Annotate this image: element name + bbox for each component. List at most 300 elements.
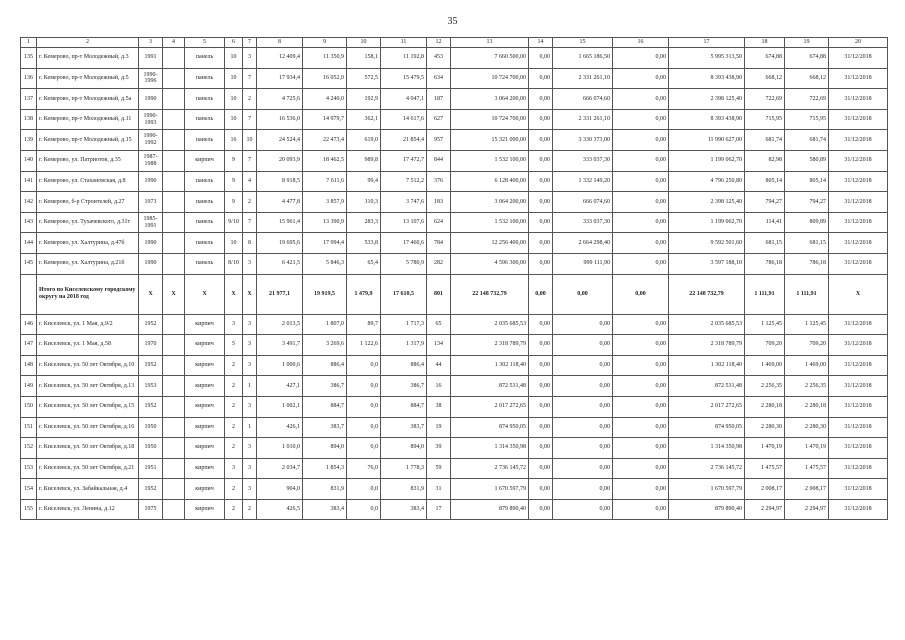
table-cell: 709,20 [785, 335, 829, 356]
table-cell: 152 [21, 438, 37, 459]
table-cell: 715,95 [785, 109, 829, 130]
table-cell: 3 330 373,00 [553, 130, 613, 151]
table-cell: 31/12/2018 [829, 89, 888, 110]
column-number-cell: 5 [185, 38, 225, 48]
table-cell: 148 [21, 355, 37, 376]
table-cell: 2 280,18 [745, 396, 785, 417]
table-cell: панель [185, 68, 225, 89]
table-cell: 7 [243, 212, 257, 233]
address-cell: г. Киселевск, ул. Забайкальная, д.4 [37, 479, 139, 500]
table-cell: 31/12/2018 [829, 335, 888, 356]
table-cell: 0,00 [613, 89, 669, 110]
table-cell: 4 477,8 [257, 192, 303, 213]
table-cell: 0,0 [347, 376, 381, 397]
table-cell: 0,00 [553, 417, 613, 438]
table-row [21, 150, 888, 171]
table-cell: 709,20 [745, 335, 785, 356]
table-cell: 681,74 [745, 130, 785, 151]
table-cell: 0,00 [529, 458, 553, 479]
table-cell: 2 035 685,53 [451, 314, 529, 335]
address-cell: г. Киселевск, ул. 50 лет Октября, д.15 [37, 396, 139, 417]
table-cell: 114,41 [745, 212, 785, 233]
table-cell: 3 [243, 458, 257, 479]
table-cell: 805,14 [785, 171, 829, 192]
table-cell: 0,00 [529, 376, 553, 397]
table-cell: 619,0 [347, 130, 381, 151]
table-cell: 10 724 700,00 [451, 68, 529, 89]
table-cell: 1 532 100,00 [451, 150, 529, 171]
table-cell: 0,00 [613, 417, 669, 438]
table-cell: 6 128 400,00 [451, 171, 529, 192]
table-cell: панель [185, 253, 225, 274]
table-cell: 151 [21, 417, 37, 438]
table-cell: 11 990 627,00 [669, 130, 745, 151]
table-cell: 362,1 [347, 109, 381, 130]
table-cell: 9 [225, 150, 243, 171]
table-cell: 1 [243, 417, 257, 438]
table-cell [21, 274, 37, 314]
table-cell: 3 [243, 253, 257, 274]
housing-registry-table [20, 37, 888, 520]
table-cell: 1 670 597,79 [669, 479, 745, 500]
table-cell: 0,0 [347, 396, 381, 417]
address-cell: г. Кемерово, пр-т Молодежный, д.5 [37, 68, 139, 89]
table-cell: 383,7 [303, 417, 347, 438]
table-cell: 31/12/2018 [829, 68, 888, 89]
table-cell [163, 355, 185, 376]
table-cell: 809,89 [785, 212, 829, 233]
table-cell: X [225, 274, 243, 314]
table-cell: 1975 [139, 499, 163, 520]
table-cell: 1990 [139, 233, 163, 254]
table-cell: 137 [21, 89, 37, 110]
table-cell: 2 [225, 396, 243, 417]
table-cell: 0,00 [553, 376, 613, 397]
table-cell: 0,00 [529, 130, 553, 151]
table-row [21, 253, 888, 274]
table-cell: 147 [21, 335, 37, 356]
table-cell: 82,98 [745, 150, 785, 171]
column-number-cell: 4 [163, 38, 185, 48]
table-cell: кирпич [185, 417, 225, 438]
table-cell: 15 479,5 [381, 68, 427, 89]
table-body [21, 38, 888, 520]
table-cell: 39 [427, 438, 451, 459]
table-cell: 0,00 [613, 499, 669, 520]
table-cell: 0,00 [529, 68, 553, 89]
table-cell [163, 171, 185, 192]
table-cell: 874 950,05 [669, 417, 745, 438]
table-cell: 0,00 [529, 171, 553, 192]
table-cell: кирпич [185, 335, 225, 356]
table-cell: 149 [21, 376, 37, 397]
table-cell: X [139, 274, 163, 314]
table-row [21, 458, 888, 479]
address-cell: г. Кемерово, пр-т Молодежный, д.5а [37, 89, 139, 110]
table-cell: 2 [225, 499, 243, 520]
table-cell: 10 [225, 233, 243, 254]
table-cell [163, 479, 185, 500]
table-cell: 1 125,45 [745, 314, 785, 335]
table-cell: 154 [21, 479, 37, 500]
table-cell: 24 524,4 [257, 130, 303, 151]
table-cell: 31/12/2018 [829, 150, 888, 171]
table-cell [163, 109, 185, 130]
table-cell: 14 979,7 [303, 109, 347, 130]
table-cell: 2 318 789,79 [669, 335, 745, 356]
table-cell: 15 321 000,00 [451, 130, 529, 151]
table-cell: 0,0 [347, 438, 381, 459]
column-number-cell: 8 [257, 38, 303, 48]
column-number-cell: 17 [669, 38, 745, 48]
table-cell: 1 717,3 [381, 314, 427, 335]
table-cell: 1990-1992 [139, 130, 163, 151]
table-cell: 31/12/2018 [829, 396, 888, 417]
table-cell: 11 350,9 [303, 48, 347, 69]
table-cell: кирпич [185, 499, 225, 520]
table-cell: 135 [21, 48, 37, 69]
table-cell: 17 610,5 [381, 274, 427, 314]
table-cell: 11 192,8 [381, 48, 427, 69]
table-cell: 0,00 [613, 109, 669, 130]
table-cell: 0,00 [529, 150, 553, 171]
table-cell: 187 [427, 89, 451, 110]
table-cell: 2 280,30 [745, 417, 785, 438]
table-cell: 1 111,91 [745, 274, 785, 314]
table-cell: 0,00 [553, 355, 613, 376]
table-cell: 681,74 [785, 130, 829, 151]
table-cell: 2 294,97 [745, 499, 785, 520]
table-cell: 0,00 [613, 396, 669, 417]
table-cell: 0,00 [613, 212, 669, 233]
table-cell: 1 122,6 [347, 335, 381, 356]
address-cell: г. Кемерово, пр-т Молодежный, д.11 [37, 109, 139, 130]
table-row [21, 314, 888, 335]
table-cell: 4 240,0 [303, 89, 347, 110]
table-cell: 1950 [139, 417, 163, 438]
table-cell: 142 [21, 192, 37, 213]
table-cell: 894,0 [303, 438, 347, 459]
table-cell: 3 [243, 396, 257, 417]
table-cell: 31/12/2018 [829, 499, 888, 520]
table-cell: 1 000,6 [257, 355, 303, 376]
table-cell: 192,9 [347, 89, 381, 110]
table-cell: 0,00 [553, 314, 613, 335]
table-cell: 3 064 200,00 [451, 89, 529, 110]
table-cell: кирпич [185, 376, 225, 397]
table-cell: 722,69 [745, 89, 785, 110]
table-row [21, 89, 888, 110]
table-cell: 9 [225, 192, 243, 213]
table-cell: 1990-1993 [139, 109, 163, 130]
table-cell: 1952 [139, 355, 163, 376]
table-cell: 2 331 261,10 [553, 109, 613, 130]
table-cell [163, 335, 185, 356]
table-cell: 3 269,6 [303, 335, 347, 356]
table-cell: 874 950,05 [451, 417, 529, 438]
table-cell: 1970 [139, 335, 163, 356]
table-cell: 17 [427, 499, 451, 520]
table-row [21, 171, 888, 192]
table-row [21, 130, 888, 151]
table-cell: 3 747,6 [381, 192, 427, 213]
table-cell: 10 [243, 130, 257, 151]
table-cell: X [163, 274, 185, 314]
table-cell: 426,1 [257, 417, 303, 438]
table-cell: кирпич [185, 479, 225, 500]
table-cell: 1 470,19 [785, 438, 829, 459]
table-cell: 139 [21, 130, 37, 151]
table-cell: 3 [243, 479, 257, 500]
table-cell: 140 [21, 150, 37, 171]
table-cell: 8 393 438,90 [669, 109, 745, 130]
table-cell: 1 125,45 [785, 314, 829, 335]
table-cell: 0,0 [347, 499, 381, 520]
table-cell: 0,00 [529, 109, 553, 130]
table-cell: 831,9 [381, 479, 427, 500]
table-cell: 0,00 [613, 171, 669, 192]
table-cell: 572,5 [347, 68, 381, 89]
table-cell: 627 [427, 109, 451, 130]
table-cell: 7 660 500,00 [451, 48, 529, 69]
table-cell: 65,4 [347, 253, 381, 274]
table-cell: 0,00 [613, 68, 669, 89]
table-cell: X [829, 274, 888, 314]
table-cell: 146 [21, 314, 37, 335]
table-cell: 2 [225, 376, 243, 397]
table-cell: 1950 [139, 438, 163, 459]
table-cell: 44 [427, 355, 451, 376]
table-cell: 386,7 [303, 376, 347, 397]
table-cell: 282 [427, 253, 451, 274]
table-cell: 19 919,5 [303, 274, 347, 314]
table-cell [163, 192, 185, 213]
table-row [21, 233, 888, 254]
table-cell: 1990 [139, 253, 163, 274]
table-cell: 1 475,57 [785, 458, 829, 479]
table-row [21, 355, 888, 376]
table-cell: 0,00 [529, 253, 553, 274]
table-cell: 16 052,0 [303, 68, 347, 89]
table-cell: 1 778,3 [381, 458, 427, 479]
table-cell: 624 [427, 212, 451, 233]
table-cell: 722,69 [785, 89, 829, 110]
table-cell: 3 [225, 314, 243, 335]
table-cell: 805,14 [745, 171, 785, 192]
table-cell: 1 317,9 [381, 335, 427, 356]
table-cell [163, 68, 185, 89]
table-cell: 1 302 118,40 [669, 355, 745, 376]
table-cell: 383,4 [381, 499, 427, 520]
table-cell [163, 130, 185, 151]
column-number-cell: 11 [381, 38, 427, 48]
table-cell: кирпич [185, 355, 225, 376]
table-cell: 17 934,4 [257, 68, 303, 89]
table-cell: 872 531,48 [669, 376, 745, 397]
table-cell: 0,00 [553, 396, 613, 417]
table-cell: 31/12/2018 [829, 458, 888, 479]
table-cell: 7 [243, 109, 257, 130]
table-cell: 904,0 [257, 479, 303, 500]
table-cell: 383,7 [381, 417, 427, 438]
table-cell: 10 [225, 109, 243, 130]
table-cell: 31/12/2018 [829, 438, 888, 459]
address-cell: г. Кемерово, б-р Строителей, д.27 [37, 192, 139, 213]
address-cell: г. Киселевск, ул. 50 лет Октября, д.18 [37, 438, 139, 459]
table-cell: 17 472,7 [381, 150, 427, 171]
table-cell: 1990-1996 [139, 68, 163, 89]
table-cell: 580,89 [785, 150, 829, 171]
table-cell: 1 199 062,70 [669, 212, 745, 233]
table-cell: панель [185, 212, 225, 233]
table-cell: 801 [427, 274, 451, 314]
table-cell: 1 807,0 [303, 314, 347, 335]
table-cell: 59 [427, 458, 451, 479]
table-cell: 1953 [139, 376, 163, 397]
table-cell: 1 [243, 376, 257, 397]
table-cell: 150 [21, 396, 37, 417]
table-cell: 0,00 [613, 376, 669, 397]
table-cell: 14 617,6 [381, 109, 427, 130]
table-cell: 1 665 186,50 [553, 48, 613, 69]
table-cell: 18 462,5 [303, 150, 347, 171]
table-cell: 2 [225, 479, 243, 500]
table-cell: панель [185, 171, 225, 192]
table-cell: 386,7 [381, 376, 427, 397]
table-cell: 6 421,5 [257, 253, 303, 274]
table-row [21, 438, 888, 459]
table-cell: 3 [243, 335, 257, 356]
address-cell: г. Кемерово, ул. Тухачевского, д.31т [37, 212, 139, 233]
table-cell: 0,00 [553, 274, 613, 314]
table-cell [163, 417, 185, 438]
table-cell: 0,00 [529, 274, 553, 314]
table-cell: 4 596 300,00 [451, 253, 529, 274]
table-cell: 1973 [139, 192, 163, 213]
table-cell: 3 [243, 48, 257, 69]
table-cell: 8 393 438,90 [669, 68, 745, 89]
table-cell: 4 796 250,80 [669, 171, 745, 192]
address-cell: г. Киселевск, ул. 50 лет Октября, д.13 [37, 376, 139, 397]
table-cell: 0,00 [529, 417, 553, 438]
table-cell: 453 [427, 48, 451, 69]
table-cell: 9 592 501,60 [669, 233, 745, 254]
table-cell: 138 [21, 109, 37, 130]
address-cell: г. Кемерово, пр-т Молодежный, д.15 [37, 130, 139, 151]
table-cell: 681,15 [785, 233, 829, 254]
table-cell: X [243, 274, 257, 314]
table-cell: 7 [243, 68, 257, 89]
page-number: 35 [447, 16, 458, 27]
table-cell: 0,00 [613, 150, 669, 171]
table-cell: 0,00 [553, 499, 613, 520]
table-cell: 3 [225, 458, 243, 479]
table-cell: 1 475,57 [745, 458, 785, 479]
table-row [21, 68, 888, 89]
table-cell: 15 961,4 [257, 212, 303, 233]
table-cell: 1 010,0 [257, 438, 303, 459]
table-cell: кирпич [185, 314, 225, 335]
table-cell: 1 470,19 [745, 438, 785, 459]
address-cell: Итого по Киселевскому городскому округу на 2018 год [37, 274, 139, 314]
column-number-cell: 6 [225, 38, 243, 48]
table-cell: 0,0 [347, 479, 381, 500]
table-cell [163, 376, 185, 397]
table-cell: 4 [243, 171, 257, 192]
table-cell: 1 854,3 [303, 458, 347, 479]
table-cell: 2 017 272,65 [451, 396, 529, 417]
table-cell: 19 [427, 417, 451, 438]
column-number-cell: 2 [37, 38, 139, 48]
table-row [21, 376, 888, 397]
table-cell: 715,95 [745, 109, 785, 130]
table-cell: 0,00 [529, 89, 553, 110]
table-cell: кирпич [185, 438, 225, 459]
table-cell: 9 [225, 171, 243, 192]
table-cell: 894,0 [381, 438, 427, 459]
table-cell: 16 [427, 376, 451, 397]
address-cell: г. Киселевск, ул. 50 лет Октября, д.21 [37, 458, 139, 479]
table-cell: 681,15 [745, 233, 785, 254]
table-cell: 2 256,35 [785, 376, 829, 397]
table-cell: 2 008,17 [785, 479, 829, 500]
table-cell: 426,5 [257, 499, 303, 520]
table-cell: панель [185, 192, 225, 213]
column-number-cell: 3 [139, 38, 163, 48]
table-cell: 0,00 [553, 335, 613, 356]
table-cell [163, 233, 185, 254]
table-cell: 2 035 685,53 [669, 314, 745, 335]
table-cell: 879 890,40 [451, 499, 529, 520]
table-cell: 0,00 [613, 335, 669, 356]
table-row [21, 48, 888, 69]
table-cell [163, 396, 185, 417]
table-cell: 2 [243, 499, 257, 520]
table-cell: 76,0 [347, 458, 381, 479]
column-number-cell: 12 [427, 38, 451, 48]
column-number-cell: 14 [529, 38, 553, 48]
total-row [21, 274, 888, 314]
table-cell: 1952 [139, 396, 163, 417]
table-cell: 2 280,30 [785, 417, 829, 438]
table-cell: 333 037,30 [553, 212, 613, 233]
table-cell: 89,7 [347, 314, 381, 335]
column-number-cell: 13 [451, 38, 529, 48]
table-cell: 376 [427, 171, 451, 192]
table-cell: 0,00 [553, 458, 613, 479]
table-cell: 2 398 125,40 [669, 89, 745, 110]
table-cell: 844 [427, 150, 451, 171]
table-cell: 427,1 [257, 376, 303, 397]
table-cell: 1 314 350,98 [669, 438, 745, 459]
table-cell: 10 [225, 68, 243, 89]
table-cell: 3 064 200,00 [451, 192, 529, 213]
table-cell: 31/12/2018 [829, 109, 888, 130]
table-cell: 0,00 [529, 438, 553, 459]
table-row [21, 109, 888, 130]
table-cell: 634 [427, 68, 451, 89]
table-cell: 786,18 [745, 253, 785, 274]
column-number-cell: 15 [553, 38, 613, 48]
table-row [21, 192, 888, 213]
table-cell: 879 890,40 [669, 499, 745, 520]
table-cell: панель [185, 48, 225, 69]
table-cell: 31/12/2018 [829, 314, 888, 335]
table-cell: 1990 [139, 171, 163, 192]
address-cell: г. Киселевск, ул. 1 Мая, д.58 [37, 335, 139, 356]
table-cell [163, 150, 185, 171]
table-cell: 1 314 350,98 [451, 438, 529, 459]
